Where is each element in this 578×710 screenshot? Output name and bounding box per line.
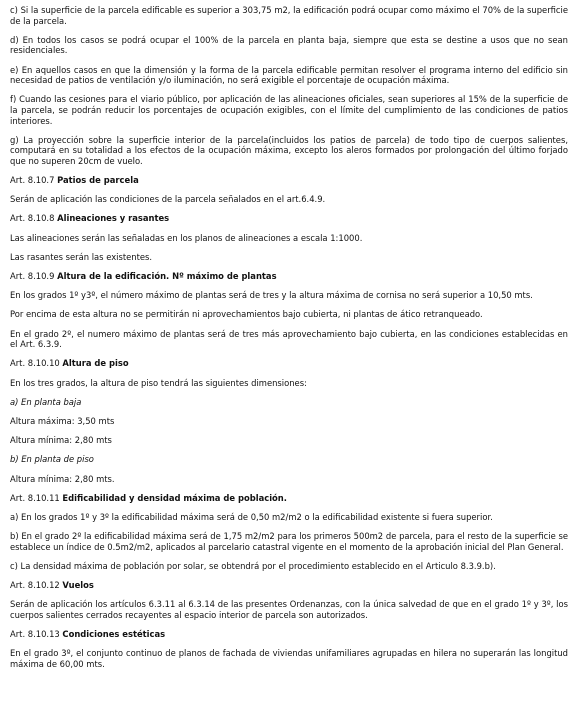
article-title: Edificabilidad y densidad máxima de población. — [62, 492, 287, 503]
paragraph-d: d) En todos los casos se podrá ocupar el 100% de la parcela en planta baja, siempre que esta se destine a usos que no sean residenciales. — [10, 34, 568, 56]
article-text: b) En el grado 2º la edificabilidad máxima será de 1,75 m2/m2 para los primeros 500m2 de parcela, para el resto de la superficie se establece un índice de 0.5m2/m2, aplicados al parcelario catastral vigente en el momento de la aprobación inicial del Plan General. — [10, 531, 568, 552]
subsection-label: b) En planta de piso — [10, 454, 94, 465]
article-heading-8-10-12 — [10, 580, 568, 591]
paragraph-c: c) Si la superficie de la parcela edificable es superior a 303,75 m2, la edificación podrá ocupar como máximo el 70% de la superficie de la parcela. — [10, 5, 568, 26]
article-number: Art. 8.10.12 — [10, 580, 63, 591]
article-title: Altura de la edificación. Nº máximo de plantas — [57, 271, 277, 282]
article-text: Altura máxima: 3,50 mts — [10, 415, 115, 426]
article-heading-8-10-10 — [10, 358, 568, 369]
paragraph-g: g) La proyección sobre la superficie interior de la parcela(incluidos los patios de parcela) de todo tipo de cuerpos salientes, computará en su totalidad a los efectos de la ocupación máxima, excepto los aleros formados por prolongación del último forjado que no superen 20cm de vuelo. — [10, 134, 568, 166]
article-text: Las rasantes serán las existentes. — [10, 251, 153, 262]
article-number: Art. 8.10.10 — [10, 358, 63, 369]
article-number: Art. 8.10.11 — [10, 492, 63, 503]
article-heading-8-10-11 — [10, 493, 568, 504]
article-title: Altura de piso — [62, 358, 129, 369]
article-text: En los tres grados, la altura de piso tendrá las siguientes dimensiones: — [10, 377, 307, 388]
article-text: En los grados 1º y3º, el número máximo de plantas será de tres y la altura máxima de cornisa no será superior a 10,50 mts. — [10, 290, 533, 301]
article-heading-8-10-8 — [10, 213, 568, 224]
article-text: Altura mínima: 2,80 mts — [10, 435, 112, 446]
article-text: Serán de aplicación las condiciones de la parcela señalados en el art.6.4.9. — [10, 194, 326, 205]
article-title: Patios de parcela — [57, 175, 139, 186]
article-text: En el grado 2º, el numero máximo de plantas será de tres más aprovechamiento bajo cubierta, en las condiciones establecidas en el Art. 6.3.9. — [10, 328, 568, 350]
article-title: Condiciones estéticas — [62, 629, 166, 639]
article-number: Art. 8.10.13 — [10, 629, 63, 639]
article-heading-8-10-13 — [10, 629, 568, 640]
paragraph-f: f) Cuando las cesiones para el viario público, por aplicación de las alineaciones oficiales, sean superiores al 15% de la superficie de la parcela, se podrán reducir los porcentajes de ocupación exigibles, con el límite del cumplimiento de las condiciones de patios interiores. — [10, 94, 568, 126]
article-text: a) En los grados 1º y 3º la edificabilidad máxima será de 0,50 m2/m2 o la edificabilidad existente si fuera superior. — [10, 511, 493, 522]
article-text: En el grado 3º, el conjunto continuo de planos de fachada de viviendas unifamiliares agrupadas en hilera no superarán las longitud máxima de 60,00 mts. — [10, 648, 568, 669]
article-number: Art. 8.10.8 — [10, 213, 58, 224]
article-title: Alineaciones y rasantes — [57, 213, 170, 224]
article-heading-8-10-7 — [10, 175, 568, 186]
subsection-label: a) En planta baja — [10, 396, 82, 407]
article-text: Por encima de esta altura no se permitirán ni aprovechamientos bajo cubierta, ni plantas de ático retranqueado. — [10, 309, 483, 320]
article-number: Art. 8.10.9 — [10, 271, 58, 282]
article-number: Art. 8.10.7 — [10, 175, 58, 186]
article-text: Serán de aplicación los artículos 6.3.11 al 6.3.14 de las presentes Ordenanzas, con la única salvedad de que en el grado 1º y 3º, los cuerpos salientes cerrados recayentes al espacio interior de parcela son autorizados. — [10, 599, 568, 620]
article-title: Vuelos — [62, 580, 94, 591]
article-text: c) La densidad máxima de población por solar, se obtendrá por el procedimiento establecido en el Articulo 8.3.9.b). — [10, 560, 496, 571]
article-heading-8-10-9 — [10, 271, 568, 282]
paragraph-e: e) En aquellos casos en que la dimensión y la forma de la parcela edificable permitan resolver el programa interno del edificio sin necesidad de patios de ventilación y/o iluminación, no será exigible el porcentaje de ocupación máxima. — [10, 64, 568, 86]
article-text: Altura mínima: 2,80 mts. — [10, 473, 115, 484]
article-text: Las alineaciones serán las señaladas en los planos de alineaciones a escala 1:1000. — [10, 232, 363, 243]
